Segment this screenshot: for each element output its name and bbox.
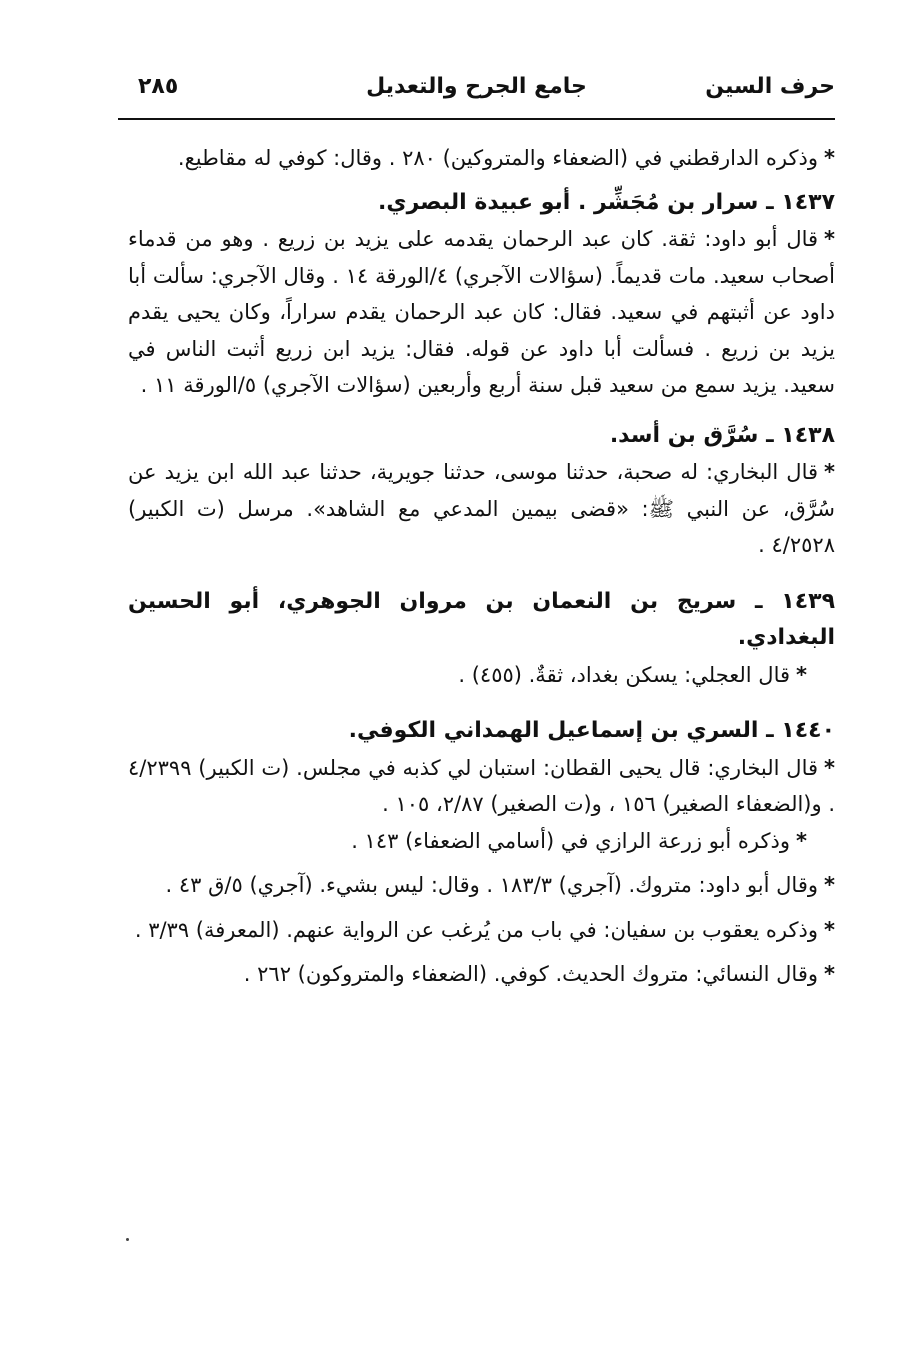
paragraph-text: وقال أبو داود: متروك. (آجري) ١٨٣/٣ . وقال: ليس بشيء. (آجري) ٥/ق ٤٣ .	[165, 873, 819, 897]
page-number: ٢٨٥	[138, 74, 179, 99]
entry-paragraph	[128, 221, 835, 404]
entry-title-1440: ١٤٤٠ ـ السري بن إسماعيل الهمداني الكوفي.	[348, 718, 835, 743]
entry-title-1437: ١٤٣٧ ـ سرار بن مُجَشِّر . أبو عبيدة البصري.	[378, 189, 835, 215]
star-marker: *	[824, 873, 835, 897]
star-marker: *	[824, 146, 835, 170]
entry-title-1439: ١٤٣٩ ـ سريج بن النعمان بن مروان الجوهري، أبو الحسين البغدادي.	[128, 588, 835, 650]
page-body	[128, 140, 835, 993]
chapter-title: حرف السين	[705, 74, 835, 99]
paragraph-text: وذكره الدارقطني في (الضعفاء والمتروكين) ٢٨٠ . وقال: كوفي له مقاطيع.	[177, 146, 819, 170]
entry-paragraph	[128, 454, 835, 564]
star-marker: *	[824, 227, 835, 251]
paragraph-text: قال العجلي: يسكن بغداد، ثقةٌ. (٤٥٥) .	[458, 662, 791, 687]
star-marker: *	[824, 460, 835, 484]
entry-paragraph	[128, 912, 835, 949]
star-marker: *	[796, 828, 807, 853]
entry-paragraph	[128, 823, 835, 860]
paragraph-text: قال البخاري: قال يحيى القطان: استبان لي كذبه في مجلس. (ت الكبير) ٤/٢٣٩٩ . و(الضعفاء الصغير) ١٥٦ ، و(ت الصغير) ٢/٨٧، ١٠٥ .	[128, 755, 835, 816]
scan-speck	[126, 1238, 129, 1241]
star-marker: *	[796, 662, 807, 687]
entry-paragraph	[128, 657, 835, 694]
paragraph-text: قال أبو داود: ثقة. كان عبد الرحمان يقدمه على يزيد بن زريع . وهو من قدماء أصحاب سعيد. مات قديماً. (سؤالات الآجري) ٤/الورقة ١٤ . وقال الآجري: سألت أبا داود عن أثبتهم في سعيد. فقال: كان عبد الرحمان يقدم سراراً، وكان يحيى يقدم يزيد بن زريع . فسألت أبا داود عن قوله. فقال: يزيد ابن زريع أثبت الناس في سعيد. يزيد سمع من سعيد قبل سنة أربع وأربعين (سؤالات الآجري) ٥/الورقة ١١ .	[128, 227, 835, 397]
star-marker: *	[824, 755, 835, 780]
book-title: جامع الجرح والتعديل	[366, 74, 587, 99]
paragraph-text: وقال النسائي: متروك الحديث. كوفي. (الضعفاء والمتروكون) ٢٦٢ .	[243, 962, 819, 986]
star-marker: *	[824, 962, 835, 986]
paragraph-text: وذكره أبو زرعة الرازي في (أسامي الضعفاء) ١٤٣ .	[351, 828, 791, 853]
entry-paragraph	[128, 750, 835, 823]
page-header	[118, 66, 835, 120]
star-marker: *	[824, 917, 835, 942]
entry-paragraph	[128, 956, 835, 993]
paragraph-text: وذكره يعقوب بن سفيان: في باب من يُرغب عن الرواية عنهم. (المعرفة) ٣/٣٩ .	[134, 917, 819, 942]
entry-title-1438: ١٤٣٨ ـ سُرَّق بن أسد.	[609, 422, 835, 448]
entry-paragraph	[128, 867, 835, 904]
intro-paragraph	[128, 140, 835, 177]
paragraph-text: قال البخاري: له صحبة، حدثنا موسى، حدثنا جويرية، حدثنا عبد الله ابن يزيد عن سُرَّق، عن النبي ﷺ: «قضى بيمين المدعي مع الشاهد». مرسل (ت الكبير) ٤/٢٥٢٨ .	[128, 460, 835, 557]
